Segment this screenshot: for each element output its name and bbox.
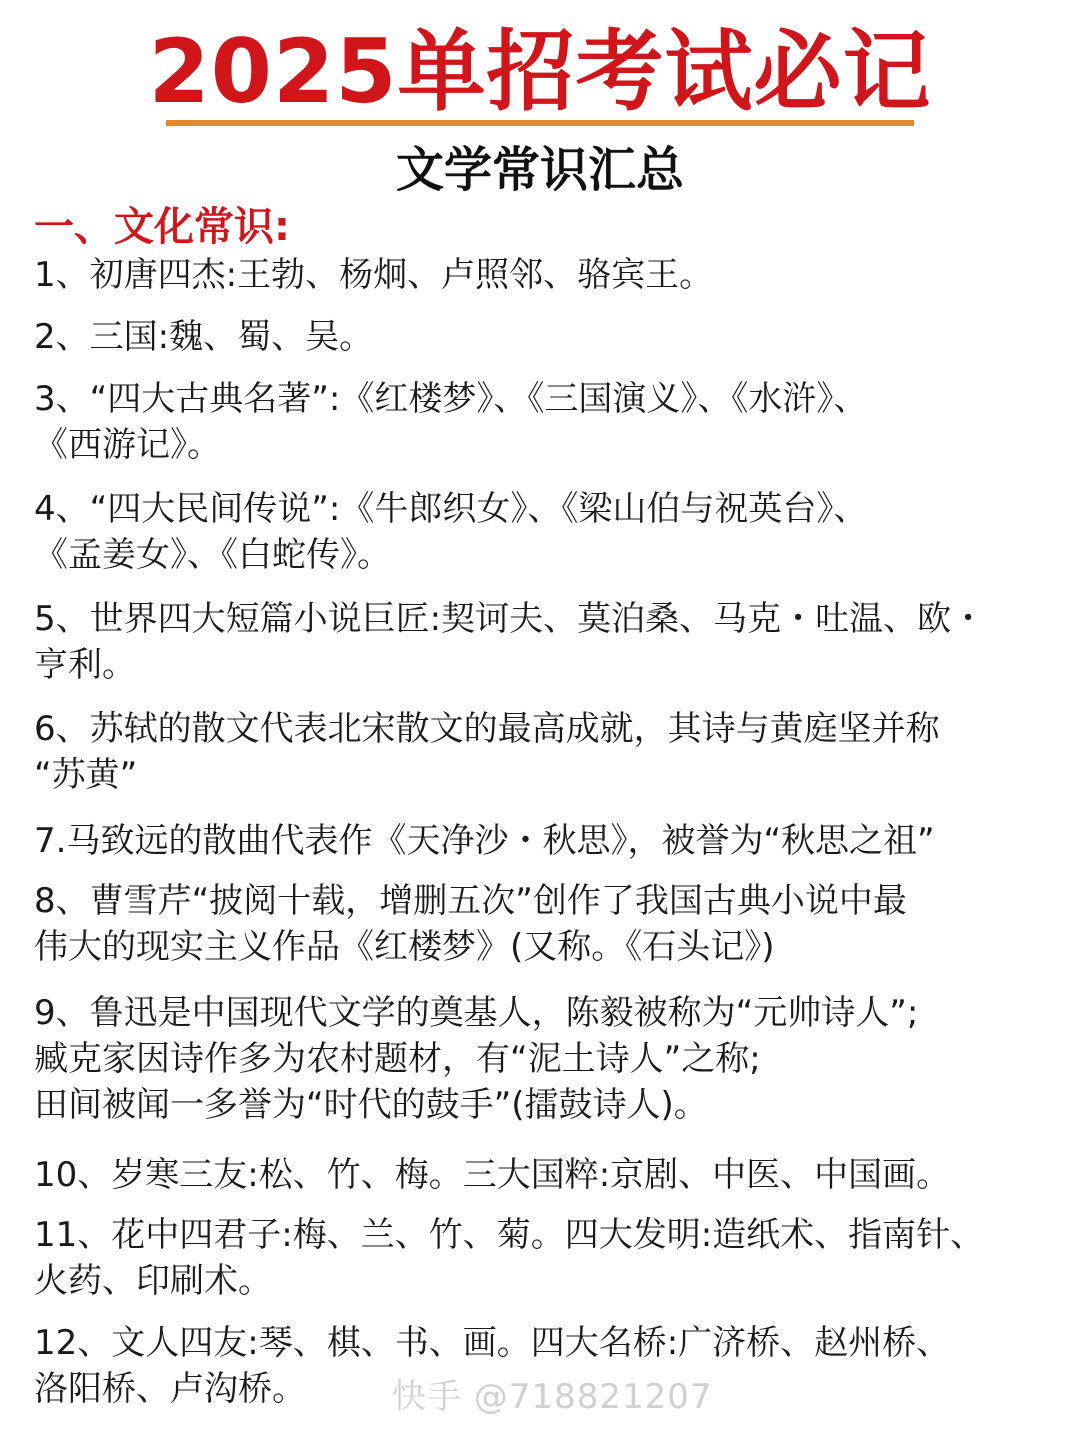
list-item-line: 7.马致远的散曲代表作《天净沙・秋思》，被誉为“秋思之祖”: [34, 821, 935, 861]
list-item: [34, 818, 1046, 864]
list-item-line: 12、文人四友:琴、棋、书、画。四大名桥:广济桥、赵州桥、: [34, 1323, 951, 1363]
list-item-line: 3、“四大古典名著”:《红楼梦》、《三国演义》、《水浒》、: [34, 379, 868, 419]
list-item-line: 伟大的现实主义作品《红楼梦》(又称。《石头记》): [34, 927, 775, 967]
list-item-line: 6、苏轼的散文代表北宋散文的最高成就，其诗与黄庭坚并称: [34, 709, 940, 749]
list-item-line: 火药、印刷术。: [34, 1261, 272, 1301]
list-item-line: 9、鲁迅是中国现代文学的奠基人，陈毅被称为“元帅诗人”;: [34, 993, 919, 1033]
page-title: 2025单招考试必记: [148, 20, 932, 123]
list-item-line: 《孟姜女》、《白蛇传》。: [34, 535, 391, 575]
list-item: [34, 878, 1046, 970]
list-item-line: 11、花中四君子:梅、兰、竹、菊。四大发明:造纸术、指南针、: [34, 1215, 985, 1255]
list-item-line: 4、“四大民间传说”:《牛郎织女》、《梁山伯与祝英台》、: [34, 489, 868, 529]
page-subtitle: 文学常识汇总: [395, 142, 684, 198]
list-item-line: “苏黄”: [34, 755, 138, 795]
list-item: [34, 596, 1046, 688]
list-item: [34, 376, 1046, 468]
section-heading: 一、文化常识:: [34, 204, 290, 250]
watermark: 快手 @718821207: [392, 1377, 713, 1417]
list-item-line: 5、世界四大短篇小说巨匠:契诃夫、莫泊桑、马克・吐温、欧・: [34, 599, 986, 639]
list-item: [34, 486, 1046, 578]
list-item-line: 田间被闻一多誉为“时代的鼓手”(擂鼓诗人)。: [34, 1085, 708, 1125]
list-item: [34, 990, 1046, 1128]
list-item-line: 洛阳桥、卢沟桥。: [34, 1369, 306, 1409]
list-item: [34, 252, 1046, 298]
list-item-line: 臧克家因诗作多为农村题材，有“泥土诗人”之称;: [34, 1039, 761, 1079]
list-item-line: 《西游记》。: [34, 425, 221, 465]
list-item: [34, 706, 1046, 798]
list-item-line: 亨利。: [34, 645, 136, 685]
list-item-line: 8、曹雪芹“披阅十载，增删五次”创作了我国古典小说中最: [34, 881, 907, 921]
list-item-line: 1、初唐四杰:王勃、杨炯、卢照邻、骆宾王。: [34, 255, 714, 295]
list-item: [34, 314, 1046, 360]
list-item-line: 2、三国:魏、蜀、吴。: [34, 317, 374, 357]
knowledge-list: [34, 252, 1046, 1412]
list-item-line: 10、岁寒三友:松、竹、梅。三大国粹:京剧、中医、中国画。: [34, 1155, 951, 1195]
list-item: [34, 1152, 1046, 1198]
list-item: [34, 1212, 1046, 1304]
